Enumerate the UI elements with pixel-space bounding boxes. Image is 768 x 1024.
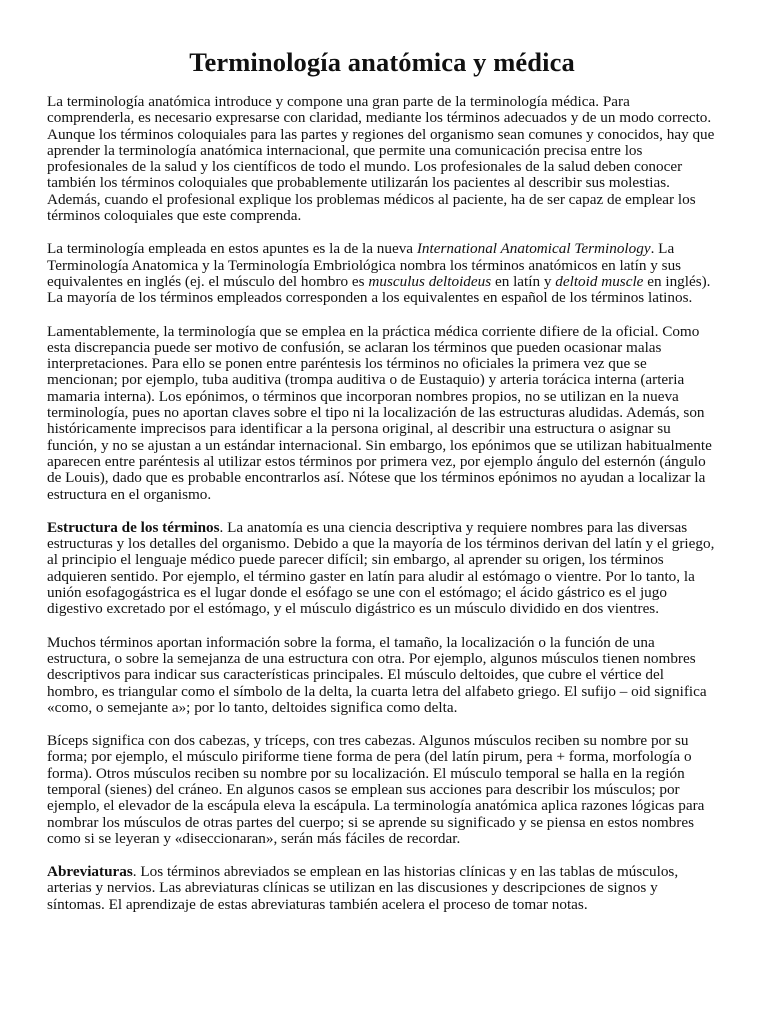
paragraph-text: en latín y [491, 272, 556, 290]
italic-term: International Anatomical Terminology [416, 240, 651, 258]
paragraph-text: . La Terminología Anatomica y la Terminología Embriológica nombra los términos anatómicos en latín y sus equivalentes en inglés (ej. el músculo del hombro es [47, 240, 682, 290]
paragraph-eponyms [47, 324, 717, 503]
paragraph-intro [47, 94, 717, 224]
paragraph-term-structure [47, 520, 717, 618]
paragraph-abbreviations [47, 864, 717, 913]
paragraph-text: . La anatomía es una ciencia descriptiva y requiere nombres para las diversas estructuras y los detalles del organismo. Debido a que la mayoría de los términos derivan del latín y el griego, al principio el lenguaje médico puede parecer difícil; sin embargo, al aprender su origen, los términos adquieren sentido. Por ejemplo, el término gaster en latín para aludir al estómago o vientre. Por lo tanto, la unión esofagogástrica es el lugar donde el esófago se une con el estómago; el ácido gástrico es el jugo digestivo excretado por el estómago, y el músculo digástrico es un músculo dividido en dos vientres. [47, 518, 715, 618]
paragraph-text: . Los términos abreviados se emplean en las historias clínicas y en las tablas de músculos, arterias y nervios. Las abreviaturas clínicas se utilizan en las discusiones y descripciones de signos y síntomas. El aprendizaje de estas abreviaturas también acelera el proceso de tomar notas. [47, 863, 679, 913]
italic-term: deltoid muscle [555, 272, 644, 290]
page-title: Terminología anatómica y médica [189, 47, 575, 77]
paragraph-text: Bíceps significa con dos cabezas, y tríceps, con tres cabezas. Algunos músculos reciben su nombre por su forma; por ejemplo, el músculo piriforme tiene forma de pera (del latín pirum, pera + forma, morfología o forma). Otros músculos reciben su nombre por su localización. El músculo temporal se halla en la región temporal (sienes) del cráneo. En algunos casos se emplean sus acciones para describir los músculos; por ejemplo, el elevador de la escápula eleva la escápula. La terminología anatómica aplica razones lógicas para nombrar los músculos de otras partes del cuerpo; si se aprende su significado y se piensa en estos nombres como si se leyeran y «diseccionaran», serán más fáciles de recordar. [47, 732, 705, 847]
paragraph-muscle-names [47, 733, 717, 847]
document-page [47, 40, 717, 930]
paragraph-text: La terminología empleada en estos apuntes es la de la nueva [47, 240, 417, 258]
paragraph-text: La terminología anatómica introduce y compone una gran parte de la terminología médica. Para comprenderla, es necesario expresarse con claridad, mediante los términos adecuados y de un modo correcto. Aunque los términos coloquiales para las partes y regiones del organismo sean comunes y conocidos, hay que aprender la terminología anatómica internacional, que permite una comunicación precisa entre los profesionales de la salud y los científicos de todo el mundo. Los profesionales de la salud deben conocer también los términos coloquiales que probablemente utilizarán los pacientes al describir sus molestias. Además, cuando el profesional explique los problemas médicos al paciente, ha de ser capaz de emplear los términos coloquiales que este comprenda. [47, 93, 715, 225]
paragraph-text: Muchos términos aportan información sobre la forma, el tamaño, la localización o la función de una estructura, o sobre la semejanza de una estructura con otra. Por ejemplo, algunos músculos tienen nombres descriptivos para indicar sus características principales. El músculo deltoides, que cubre el vértice del hombro, es triangular como el símbolo de la delta, la cuarta letra del alfabeto griego. El sufijo – oid significa «como, o semejante a»; por lo tanto, deltoides significa como delta. [47, 633, 707, 716]
paragraph-text: Lamentablemente, la terminología que se emplea en la práctica médica corriente difiere de la oficial. Como esta discrepancia puede ser motivo de confusión, se aclaran los términos que pueden ocasionar malas interpretaciones. Para ello se ponen entre paréntesis los términos no oficiales la primera vez que se mencionan; por ejemplo, tuba auditiva (trompa auditiva o de Eustaquio) y arteria torácica interna (arteria mamaria interna). Los epónimos, o términos que incorporan nombres propios, no se utilizan en la nueva terminología, pues no aportan claves sobre el tipo ni la localización de las estructuras aludidas. Además, son históricamente imprecisos para identificar a la persona original, al describir una estructura o asignar su función, y no se ajustan a un estándar internacional. Sin embargo, los epónimos que se utilizan habitualmente aparecen entre paréntesis al utilizar estos términos por primera vez, por ejemplo ángulo del esternón (ángulo de Louis), dado que es probable encontrarlos así. Nótese que los términos epónimos no ayudan a localizar la estructura en el organismo. [47, 322, 712, 503]
italic-term: musculus deltoideus [368, 272, 492, 290]
section-heading: Estructura de los términos [47, 518, 220, 536]
paragraph-shape-size [47, 635, 717, 716]
paragraph-terminology [47, 241, 717, 306]
paragraph-text: en inglés). La mayoría de los términos empleados corresponden a los equivalentes en español de los términos latinos. [47, 272, 711, 307]
section-heading: Abreviaturas [47, 863, 133, 881]
